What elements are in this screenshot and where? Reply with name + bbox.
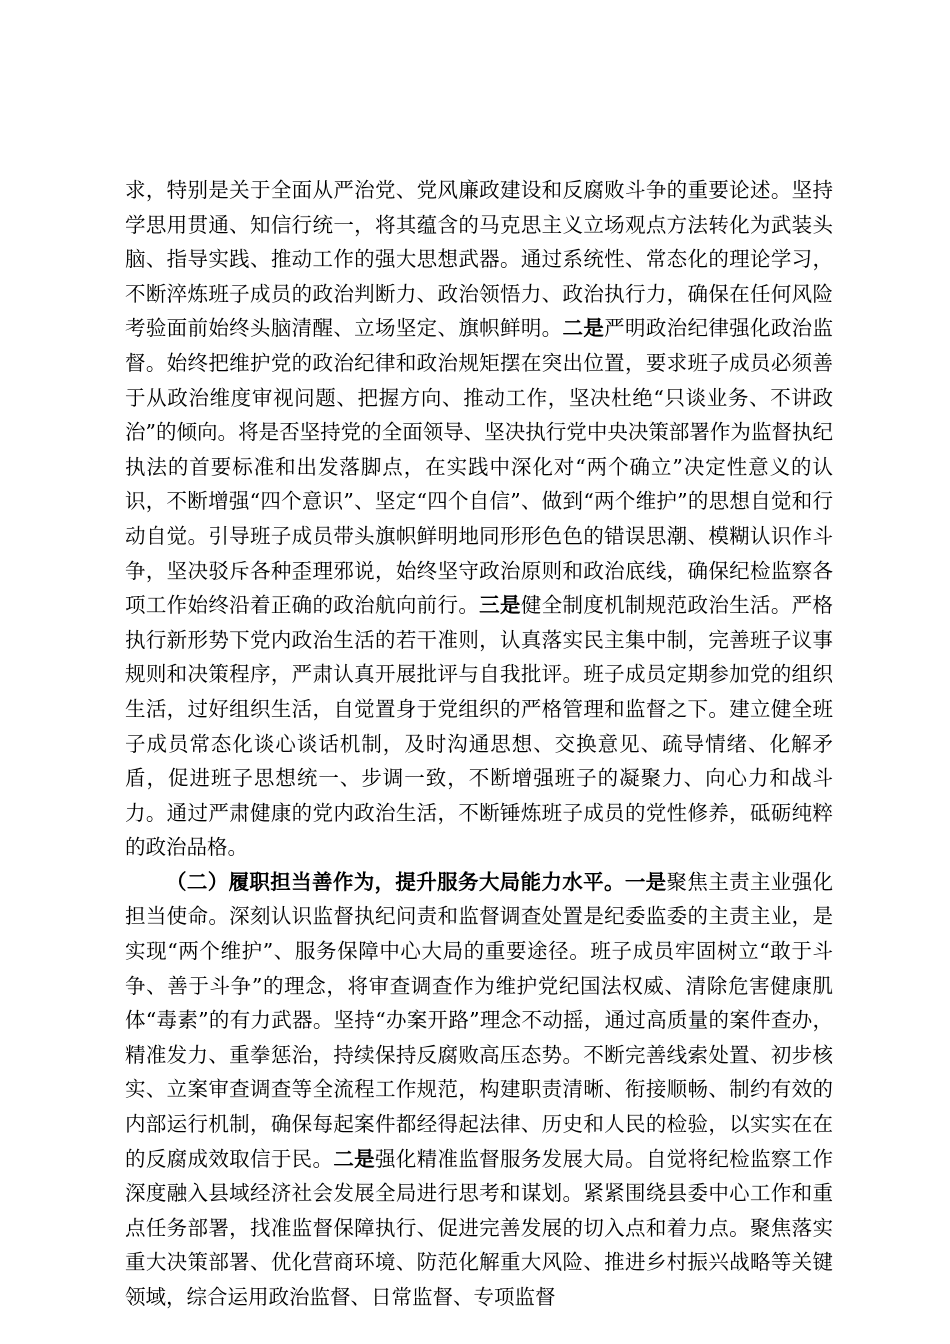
- paragraph-text: 聚焦主责主业强化担当使命。深刻认识监督执纪问责和监督调查处置是纪委监委的主责主业，是实现“两个维护”、服务保障中心大局的重要途径。班子成员牢固树立“敢于斗争、善于斗争”的理念，将审查调查作为维护党纪国法权威、清除危害健康肌体“毒素”的有力武器。坚持“办案开路”理念不动摇，通过高质量的案件查办，精准发力、重拳惩治，持续保持反腐败高压态势。不断完善线索处置、初步核实、立案审查调查等全流程工作规范，构建职责清晰、衔接顺畅、制约有效的内部运行机制，确保每起案件都经得起法律、历史和人民的检验，以实实在在的反腐成效取信于民。: [125, 869, 834, 1171]
- paragraph-text: 严明政治纪律强化政治监督。始终把维护党的政治纪律和政治规矩摆在突出位置，要求班子成员必须善于从政治维度审视问题、把握方向、推动工作，坚决杜绝“只谈业务、不讲政治”的倾向。将是否坚持党的全面领导、坚决执行党中央决策部署作为监督执纪执法的首要标准和出发落脚点，在实践中深化对“两个确立”决定性意义的认识，不断增强“四个意识”、坚定“四个自信”、做到“两个维护”的思想自觉和行动自觉。引导班子成员带头旗帜鲜明地同形形色色的错误思潮、模糊认识作斗争，坚决驳斥各种歪理邪说，始终坚守政治原则和政治底线，确保纪检监察各项工作始终沿着正确的政治航向前行。: [125, 316, 834, 618]
- point-marker-two: 二是: [333, 1146, 376, 1171]
- paragraph-political-construction: [125, 173, 833, 865]
- point-marker-three: 三是: [479, 593, 521, 618]
- paragraph-text: 强化精准监督服务发展大局。自觉将纪检监察工作深度融入县域经济社会发展全局进行思考和谋划。紧紧围绕县委中心工作和重点任务部署，找准监督保障执行、促进完善发展的切入点和着力点。聚焦落实重大决策部署、优化营商环境、防范化解重大风险、推进乡村振兴战略等关键领域，综合运用政治监督、日常监督、专项监督: [125, 1146, 834, 1309]
- paragraph-text: 求，特别是关于全面从严治党、党风廉政建设和反腐败斗争的重要论述。坚持学思用贯通、知信行统一，将其蕴含的马克思主义立场观点方法转化为武装头脑、指导实践、推动工作的强大思想武器。通过系统性、常态化的理论学习，不断淬炼班子成员的政治判断力、政治领悟力、政治执行力，确保在任何风险考验面前始终头脑清醒、立场坚定、旗帜鲜明。: [125, 178, 833, 341]
- document-body: [125, 173, 833, 1315]
- section-heading: （二）履职担当善作为，提升服务大局能力水平。: [166, 869, 625, 894]
- paragraph-text: 健全制度机制规范政治生活。严格执行新形势下党内政治生活的若干准则，认真落实民主集中制，完善班子议事规则和决策程序，严肃认真开展批评与自我批评。班子成员定期参加党的组织生活，过好组织生活，自觉置身于党组织的严格管理和监督之下。建立健全班子成员常态化谈心谈话机制，及时沟通思想、交换意见、疏导情绪、化解矛盾，促进班子思想统一、步调一致，不断增强班子的凝聚力、向心力和战斗力。通过严肃健康的党内政治生活，不断锤炼班子成员的党性修养，砥砺纯粹的政治品格。: [125, 593, 834, 860]
- point-marker-one: 一是: [624, 869, 667, 894]
- point-marker-two: 二是: [562, 316, 605, 341]
- paragraph-duty-performance: [125, 865, 833, 1315]
